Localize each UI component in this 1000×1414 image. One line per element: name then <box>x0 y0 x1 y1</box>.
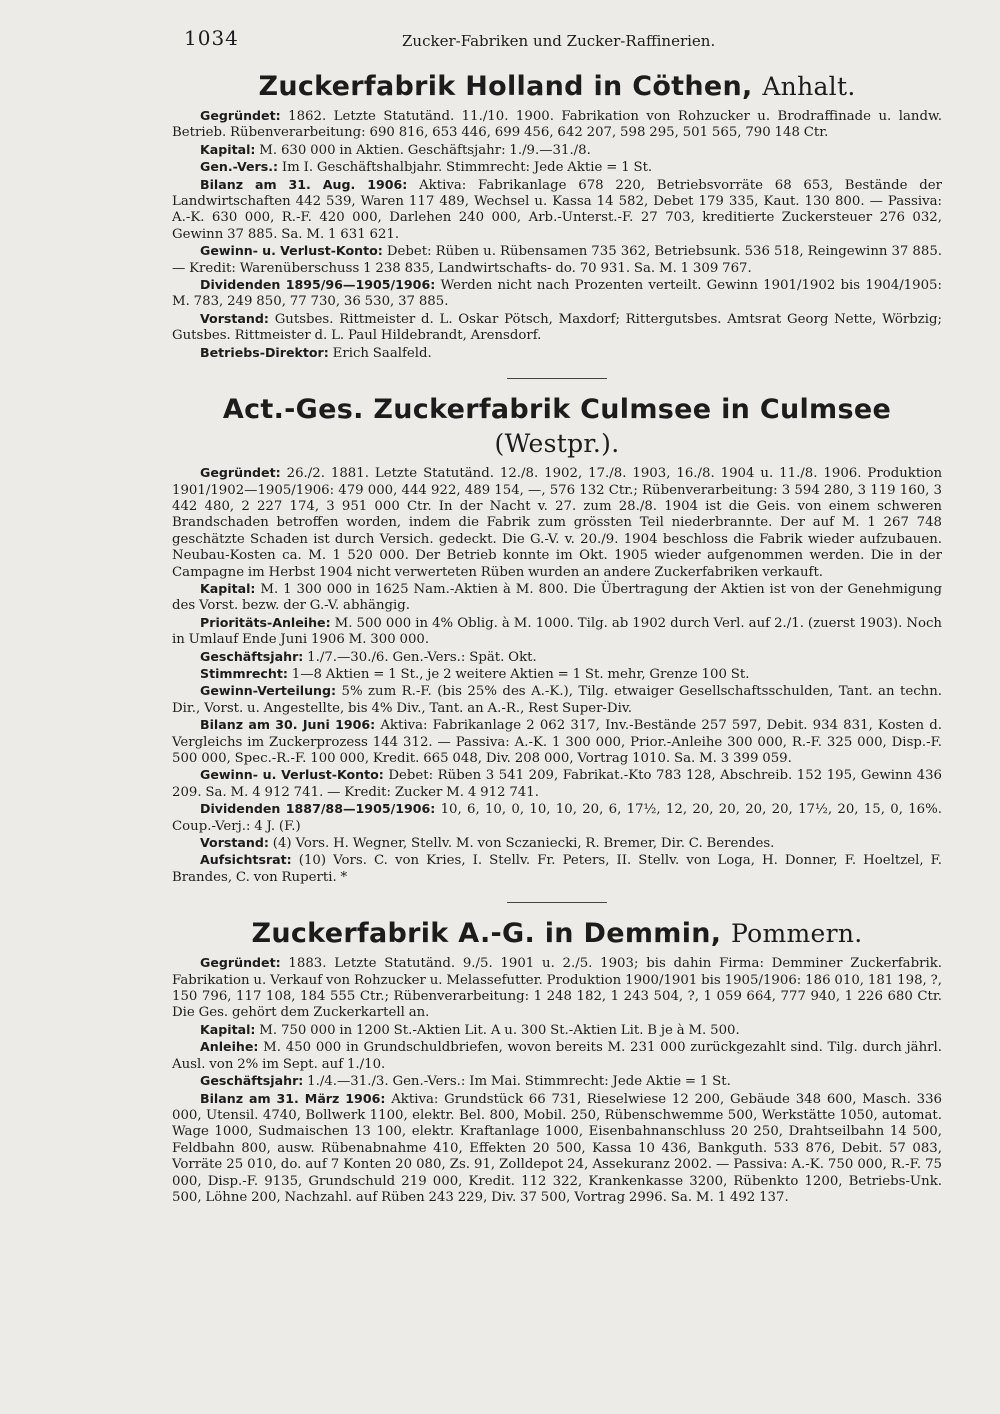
field-label: Prioritäts-Anleihe: <box>200 614 331 630</box>
field-text: Erich Saalfeld. <box>332 345 432 361</box>
company-entry <box>172 70 942 362</box>
field-label: Kapital: <box>200 141 256 157</box>
field-label: Betriebs-Direktor: <box>200 344 329 360</box>
entry-paragraph <box>172 1022 942 1039</box>
company-name: Zuckerfabrik A.-G. in Demmin, <box>251 918 722 950</box>
field-text: M. 450 000 in Grundschuldbriefen, wovon bereits M. 231 000 zurückgezahlt sind. Tilg. durch jährl. Ausl. von 2% im Sept. auf 1./10. <box>172 1040 943 1072</box>
company-name: Zuckerfabrik Holland in Cöthen, <box>258 71 753 102</box>
field-label: Dividenden 1895/96—1905/1906: <box>200 277 436 293</box>
page-number: 1034 <box>184 26 239 50</box>
field-text: Aktiva: Fabrikanlage 678 220, Betriebsvorräte 68 653, Bestände der Landwirtschaften 442 539, Waren 117 489, Wechsel u. Kassa 14 582, Debet 179 335, Kaut. 130 800. — Passiva: A.-K. 630 000, R.-F. 420 000, Darlehen 240 000, Arb.-Unterst.-F. 27 703, kreditierte Zuckersteuer 276 032, Gewinn 37 885. Sa. M. 1 631 621. <box>172 177 942 242</box>
field-text: 1862. Letzte Statutänd. 11./10. 1900. Fabrikation von Rohzucker u. Brodraffinade u. landw. Betrieb. Rübenverarbeitung: 690 816, 653 446, 699 456, 642 207, 598 295, 501 565, 790 148 Ctr. <box>172 109 942 141</box>
field-label: Gegründet: <box>200 465 281 481</box>
field-text: Debet: Rüben u. Rübensamen 735 362, Betriebsunk. 536 518, Reingewinn 37 885. — Kredit: Warenüberschuss 1 238 835, Landwirtschafts- do. 70 931. Sa. M. 1 309 767. <box>172 244 943 276</box>
field-label: Gen.-Vers.: <box>200 159 279 175</box>
company-entry <box>172 393 942 886</box>
field-label: Kapital: <box>200 1021 256 1037</box>
entry-paragraph <box>172 581 942 615</box>
company-name: Act.-Ges. Zuckerfabrik Culmsee in Culmsee <box>222 394 892 426</box>
company-title <box>172 70 942 104</box>
entry-paragraph <box>172 852 942 886</box>
entry-paragraph <box>172 159 942 176</box>
field-text: Werden nicht nach Prozenten verteilt. Gewinn 1901/1902 bis 1904/1905: M. 783, 249 850, 77 730, 36 530, 37 885. <box>172 278 943 310</box>
field-text: M. 1 300 000 in 1625 Nam.-Aktien à M. 800. Die Übertragung der Aktien ist von der Genehmigung des Vorst. bezw. der G.-V. abhängig. <box>172 581 942 614</box>
section-divider <box>507 378 607 379</box>
field-text: 10, 6, 10, 0, 10, 10, 20, 6, 17½, 12, 20, 20, 20, 20, 17½, 20, 15, 0, 16%. Coup.-Verj.: 4 J. (F.) <box>172 802 942 834</box>
field-text: Im I. Geschäftshalbjahr. Stimmrecht: Jede Aktie = 1 St. <box>281 160 653 176</box>
field-label: Gewinn- u. Verlust-Konto: <box>200 243 383 259</box>
section-divider <box>507 902 607 903</box>
field-label: Gegründet: <box>200 955 281 971</box>
entry-paragraph <box>172 683 942 717</box>
field-text: 1./4.—31./3. Gen.-Vers.: Im Mai. Stimmrecht: Jede Aktie = 1 St. <box>307 1074 731 1090</box>
page-header <box>172 22 942 56</box>
field-text: (10) Vors. C. von Kries, I. Stellv. Fr. Peters, II. Stellv. von Loga, H. Donner, F. Hoeltzel, F. Brandes, C. von Ruperti. * <box>172 853 943 885</box>
field-label: Geschäftsjahr: <box>200 1073 304 1089</box>
field-label: Geschäftsjahr: <box>200 648 304 664</box>
field-text: 1883. Letzte Statutänd. 9./5. 1901 u. 2./5. 1903; bis dahin Firma: Demminer Zuckerfabrik. Fabrikation u. Verkauf von Rohzucker u. Melassefutter. Produktion 1900/1901 bis 1905/1906: 186 010, 181 198, ?, 150 796, 117 108, 184 555 Ctr.; Rübenverarbeitung: 1 248 182, 1 243 504, ?, 1 059 664, 777 940, 1 226 680 Ctr. Die Ges. gehört dem Zuckerkartell an. <box>172 956 942 1021</box>
entry-paragraph <box>172 615 942 649</box>
field-text: M. 750 000 in 1200 St.-Aktien Lit. A u. 300 St.-Aktien Lit. B je à M. 500. <box>259 1022 740 1038</box>
entry-paragraph <box>172 767 942 801</box>
entry-paragraph <box>172 177 942 244</box>
entry-paragraph <box>172 1091 942 1207</box>
entry-paragraph <box>172 955 942 1022</box>
field-text: 1—8 Aktien = 1 St., je 2 weitere Aktien = 1 St. mehr, Grenze 100 St. <box>291 666 750 682</box>
entry-paragraph <box>172 108 942 142</box>
company-region: (Westpr.). <box>494 429 620 459</box>
entry-paragraph <box>172 465 942 581</box>
field-label: Stimmrecht: <box>200 665 288 681</box>
field-text: Aktiva: Grundstück 66 731, Rieselwiese 12 200, Gebäude 348 600, Masch. 336 000, Utensil. 4740, Bollwerk 1100, elektr. Bel. 800, Mobil. 250, Rübenschwemme 500, Werkstätte 1050, automat. Wage 1000, Sudmaischen 13 100, elektr. Kraftanlage 1000, Eisenbahnanschluss 20 250, Drahtseilbahn 14 500, Feldbahn 800, ausw. Rübenabnahme 410, Effekten 20 500, Kassa 10 436, Bankguth. 533 876, Debit. 57 083, Vorräte 25 010, do. auf 7 Konten 20 080, Zs. 91, Zolldepot 24, Assekuranz 2002. — Passiva: A.-K. 750 000, R.-F. 75 000, Disp.-F. 9135, Grundschuld 219 000, Kredit. 112 322, Krankenkasse 3200, Rübenkto 1200, Betriebs-Unk. 500, Löhne 200, Nachzahl. auf Rüben 243 229, Div. 37 500, Vortrag 2996. Sa. M. 1 492 137. <box>172 1091 943 1205</box>
entry-paragraph <box>172 666 942 683</box>
company-region: Pommern. <box>731 919 863 949</box>
field-text: 1./7.—30./6. Gen.-Vers.: Spät. Okt. <box>307 649 537 665</box>
entry-paragraph <box>172 801 942 835</box>
entry-paragraph <box>172 1039 942 1073</box>
entry-paragraph <box>172 717 942 767</box>
entry-paragraph <box>172 311 942 345</box>
field-text: 26./2. 1881. Letzte Statutänd. 12./8. 1902, 17./8. 1903, 16./8. 1904 u. 11./8. 1906. Produktion 1901/1902—1905/1906: 479 000, 444 922, 489 154, —, 576 132 Ctr.; Rübenverarbeitung: 3 594 280, 3 119 160, 3 442 480, 2 227 174, 3 951 000 Ctr. In der Nacht v. 27. zum 28./8. 1904 ist die Geis. von einem schweren Brandschaden betroffen worden, indem die Fabrik zum grössten Teil niederbrannte. Der auf M. 1 267 748 geschätzte Schaden ist durch Versich. gedeckt. Die G.-V. v. 20./9. 1904 beschloss die Fabrik wieder aufzubauen. Neubau-Kosten ca. M. 1 520 000. Der Betrieb konnte im Okt. 1905 wieder aufgenommen werden. Die in der Campagne im Herbst 1904 nicht verwerteten Rüben wurden an andere Zuckerfabriken verkauft. <box>172 466 943 580</box>
entry-paragraph <box>172 1073 942 1090</box>
field-label: Dividenden 1887/88—1905/1906: <box>200 801 436 817</box>
entry-paragraph <box>172 649 942 666</box>
field-label: Vorstand: <box>200 835 269 851</box>
entry-paragraph <box>172 835 942 852</box>
field-text: M. 500 000 in 4% Oblig. à M. 1000. Tilg. ab 1902 durch Verl. auf 2./1. (zuerst 1903). Noch in Umlauf Ende Juni 1906 M. 300 000. <box>172 615 942 648</box>
field-text: Gutsbes. Rittmeister d. L. Oskar Pötsch, Maxdorf; Rittergutsbes. Amtsrat Georg Nette, Wörbzig; Gutsbes. Rittmeister d. L. Paul Hildebrandt, Arensdorf. <box>172 311 942 344</box>
field-label: Anleihe: <box>200 1039 259 1055</box>
field-text: Aktiva: Fabrikanlage 2 062 317, Inv.-Bestände 257 597, Debit. 934 831, Kosten d. Vergleichs im Zuckerprozess 144 312. — Passiva: A.-K. 1 300 000, Prior.-Anleihe 300 000, R.-F. 325 000, Disp.-F. 500 000, Spec.-R.-F. 100 000, Kredit. 665 048, Div. 208 000, Vortrag 1010. Sa. M. 3 399 059. <box>172 718 942 766</box>
field-label: Bilanz am 31. Aug. 1906: <box>200 176 408 192</box>
entry-paragraph <box>172 277 942 311</box>
field-text: 5% zum R.-F. (bis 25% des A.-K.), Tilg. etwaiger Gesellschaftsschulden, Tant. an techn. Dir., Vorst. u. Angestellte, bis 4% Div., Tant. an A.-R., Rest Super-Div. <box>172 684 942 716</box>
field-label: Kapital: <box>200 580 256 596</box>
field-label: Vorstand: <box>200 310 269 326</box>
field-label: Gewinn- u. Verlust-Konto: <box>200 767 384 783</box>
entry-paragraph <box>172 243 942 277</box>
field-label: Gegründet: <box>200 108 281 123</box>
running-head: Zucker-Fabriken und Zucker-Raffinerien. <box>402 32 716 50</box>
field-text: Debet: Rüben 3 541 209, Fabrikat.-Kto 783 128, Abschreib. 152 195, Gewinn 436 209. Sa. M. 4 912 741. — Kredit: Zucker M. 4 912 741. <box>172 768 943 800</box>
field-label: Bilanz am 31. März 1906: <box>200 1090 386 1106</box>
field-text: (4) Vors. H. Wegner, Stellv. M. von Sczaniecki, R. Bremer, Dir. C. Berendes. <box>272 836 775 852</box>
company-title <box>172 917 942 951</box>
company-region: Anhalt. <box>762 72 856 101</box>
company-entry <box>172 917 942 1206</box>
field-label: Aufsichtsrat: <box>200 852 292 868</box>
company-title <box>172 393 942 461</box>
entry-paragraph <box>172 345 942 362</box>
field-text: M. 630 000 in Aktien. Geschäftsjahr: 1./9.—31./8. <box>259 142 591 158</box>
field-label: Gewinn-Verteilung: <box>200 683 337 699</box>
field-label: Bilanz am 30. Juni 1906: <box>200 717 376 733</box>
entry-paragraph <box>172 142 942 159</box>
